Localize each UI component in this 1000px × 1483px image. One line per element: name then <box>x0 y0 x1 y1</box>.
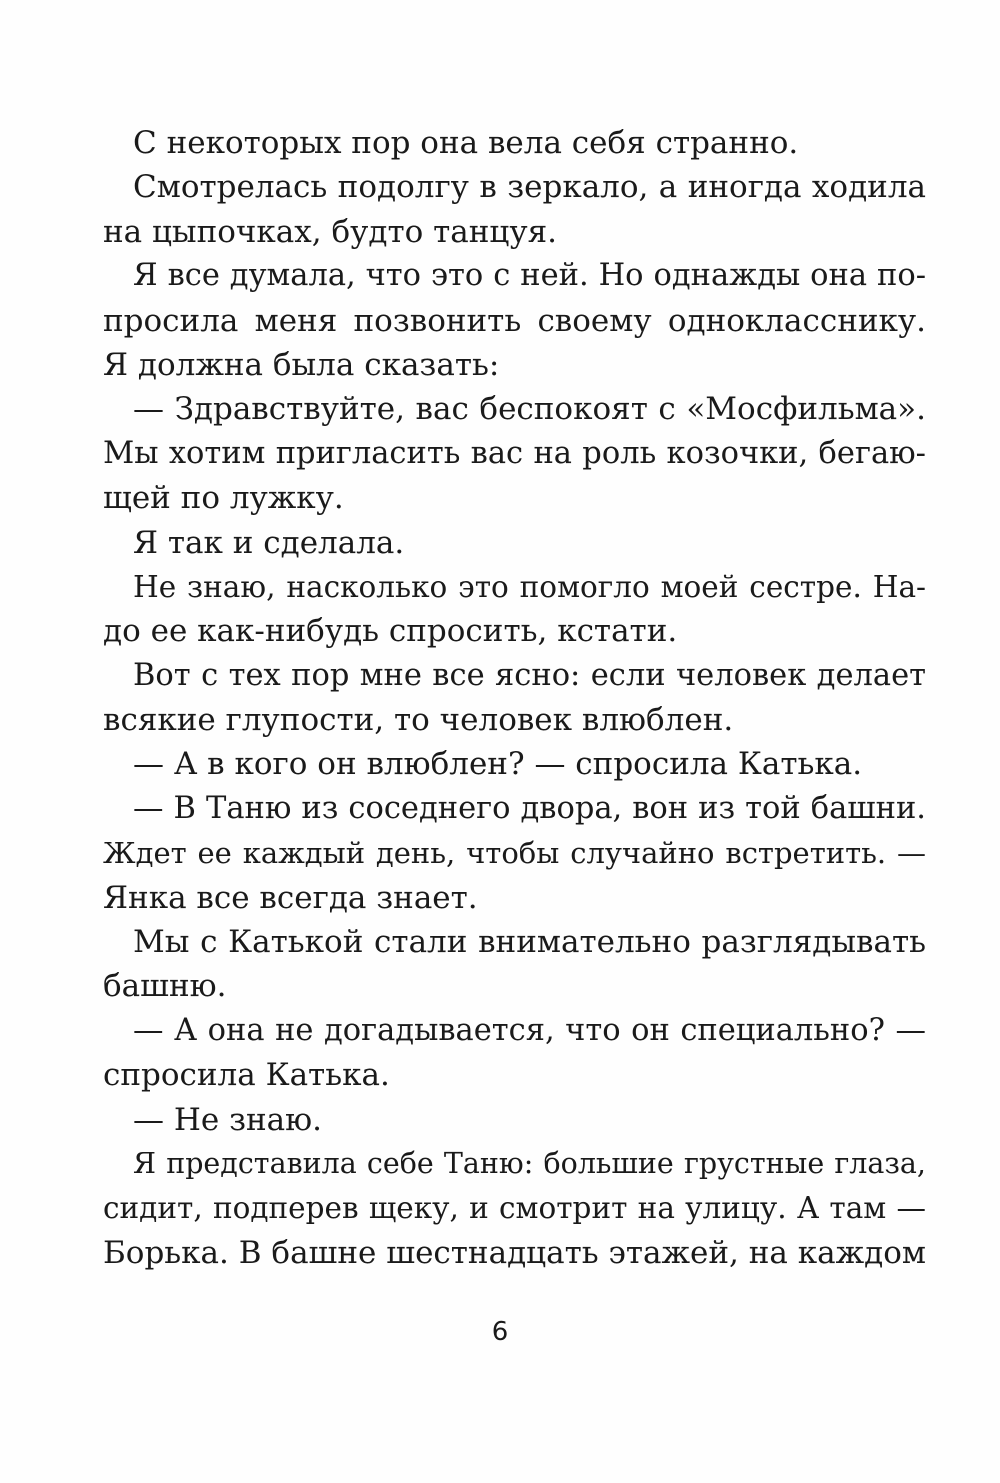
text-line: С некоторых пор она вела себя странно. <box>133 125 799 161</box>
text-line: Я все думала, что это с ней. Но однажды она по- <box>133 258 926 294</box>
text-line: Мы с Катькой стали внимательно разглядывать <box>133 924 926 961</box>
text-line: Я представила себе Таню: большие грустные глаза, <box>133 1146 926 1180</box>
text-line: просила меня позвонить своему однокласснику. <box>103 302 926 339</box>
text-line: Ждет ее каждый день, чтобы случайно встретить. — <box>103 836 926 871</box>
text-line: — Здравствуйте, вас беспокоят с «Мосфильма». <box>133 391 926 428</box>
text-line: Янка все всегда знает. <box>103 879 478 916</box>
page-number: 6 <box>491 1317 509 1347</box>
text-line: Не знаю, насколько это помогло моей сестре. На- <box>133 569 926 604</box>
text-line: — Не знаю. <box>133 1101 322 1138</box>
text-line: башню. <box>103 968 227 1005</box>
text-line: — А в кого он влюблен? — спросила Катька. <box>133 746 863 783</box>
body-text <box>103 121 926 1275</box>
text-line: всякие глупости, то человек влюблен. <box>103 702 734 739</box>
text-line: — В Таню из соседнего двора, вон из той башни. <box>133 790 926 826</box>
text-line: — А она не догадывается, что он специально? — <box>133 1012 926 1048</box>
text-line: Я должна была сказать: <box>103 346 500 383</box>
text-line: Мы хотим пригласить вас на роль козочки, бегаю- <box>103 435 926 471</box>
text-line: щей по лужку. <box>103 480 344 517</box>
text-line: на цыпочках, будто танцуя. <box>103 213 558 250</box>
text-line: сидит, подперев щеку, и смотрит на улицу. А там — <box>103 1191 926 1226</box>
text-line: Я так и сделала. <box>133 524 405 561</box>
text-line: Смотрелась подолгу в зеркало, а иногда ходила <box>133 169 926 206</box>
text-line: до ее как-нибудь спросить, кстати. <box>103 613 678 650</box>
text-line: Борька. В башне шестнадцать этажей, на каждом <box>103 1234 926 1271</box>
text-line: спросила Катька. <box>103 1057 390 1094</box>
text-line: Вот с тех пор мне все ясно: если человек делает <box>133 657 926 693</box>
